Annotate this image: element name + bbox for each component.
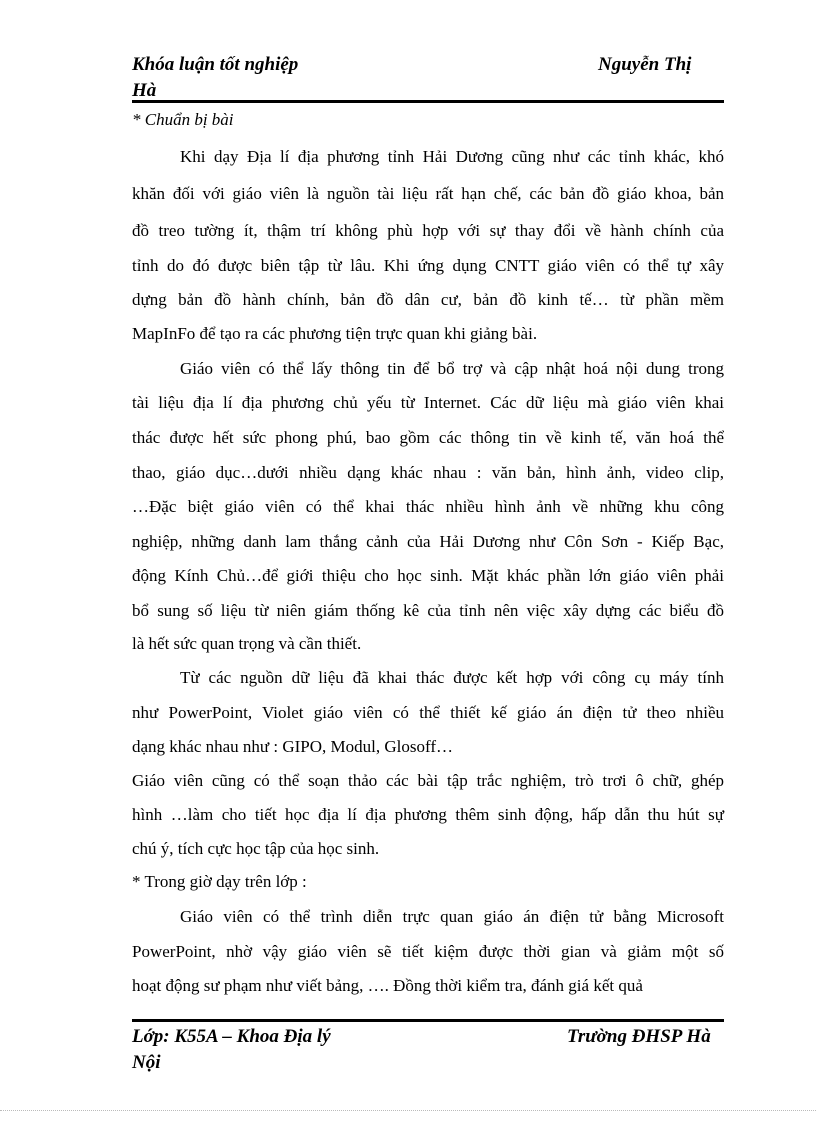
section-heading-in-class: * Trong giờ dạy trên lớp : <box>132 872 307 891</box>
paragraph-line: dạng khác nhau như : GIPO, Modul, Glosoff… <box>132 737 454 756</box>
header-author-name-continued: Hà <box>132 80 157 101</box>
page-bottom-border <box>0 1110 816 1111</box>
paragraph-line: hình …làm cho tiết học địa lí địa phương thêm sinh động, hấp dẫn thu hút sự <box>132 805 724 824</box>
footer-university: Trường ĐHSP Hà <box>567 1026 711 1047</box>
paragraph-line: Giáo viên có thể trình diễn trực quan giáo án điện tử bằng Microsoft <box>180 907 724 926</box>
footer-class-department: Lớp: K55A – Khoa Địa lý <box>132 1026 331 1047</box>
footer-university-continued: Nội <box>132 1052 161 1073</box>
paragraph-line: dựng bản đồ hành chính, bản đồ dân cư, bản đồ kinh tế… từ phần mềm <box>132 290 724 309</box>
section-heading-preparation: * Chuẩn bị bài <box>132 110 234 129</box>
paragraph-line: Giáo viên có thể lấy thông tin để bổ trợ và cập nhật hoá nội dung trong <box>180 359 724 378</box>
paragraph-line: MapInFo để tạo ra các phương tiện trực quan khi giảng bài. <box>132 324 538 343</box>
footer-divider <box>132 1019 724 1022</box>
paragraph-line: động Kính Chủ…để giới thiệu cho học sinh. Mặt khác phần lớn giáo viên phải <box>132 566 724 585</box>
paragraph-line: Khi dạy Địa lí địa phương tỉnh Hải Dương cũng như các tỉnh khác, khó <box>180 147 724 166</box>
paragraph-line: đồ treo tường ít, thậm trí không phù hợp với sự thay đổi về hành chính của <box>132 221 724 240</box>
paragraph-line: là hết sức quan trọng và cần thiết. <box>132 634 362 653</box>
paragraph-line: khăn đối với giáo viên là nguồn tài liệu rất hạn chế, các bản đồ giáo khoa, bản <box>132 184 724 203</box>
paragraph-line: thác được hết sức phong phú, bao gồm các thông tin về kinh tế, văn hoá thể <box>132 428 724 447</box>
paragraph-line: bổ sung số liệu từ niên giám thống kê của tỉnh nên việc xây dựng các biểu đồ <box>132 601 724 620</box>
paragraph-line: thao, giáo dục…dưới nhiều dạng khác nhau : văn bản, hình ảnh, video clip, <box>132 463 724 482</box>
paragraph-line: …Đặc biệt giáo viên có thể khai thác nhiều hình ảnh về những khu công <box>132 497 724 516</box>
paragraph-line: Từ các nguồn dữ liệu đã khai thác được kết hợp với công cụ máy tính <box>180 668 724 687</box>
header-author-name: Nguyễn Thị <box>598 54 692 75</box>
paragraph-line: chú ý, tích cực học tập của học sinh. <box>132 839 380 858</box>
paragraph-line: như PowerPoint, Violet giáo viên có thể thiết kế giáo án điện tử theo nhiều <box>132 703 724 722</box>
paragraph-line: tỉnh do đó được biên tập từ lâu. Khi ứng dụng CNTT giáo viên có thể tự xây <box>132 256 724 275</box>
header-thesis-title: Khóa luận tốt nghiệp <box>132 54 299 75</box>
paragraph-line: PowerPoint, nhờ vậy giáo viên sẽ tiết kiệm được thời gian và giảm một số <box>132 942 724 961</box>
paragraph-line: Giáo viên cũng có thể soạn thảo các bài tập trắc nghiệm, trò trơi ô chữ, ghép <box>132 771 724 790</box>
header-divider <box>132 100 724 103</box>
paragraph-line: nghiệp, những danh lam thắng cảnh của Hải Dương như Côn Sơn - Kiếp Bạc, <box>132 532 724 551</box>
paragraph-line: hoạt động sư phạm như viết bảng, …. Đồng thời kiểm tra, đánh giá kết quả <box>132 976 643 995</box>
paragraph-line: tài liệu địa lí địa phương chủ yếu từ Internet. Các dữ liệu mà giáo viên khai <box>132 393 724 412</box>
